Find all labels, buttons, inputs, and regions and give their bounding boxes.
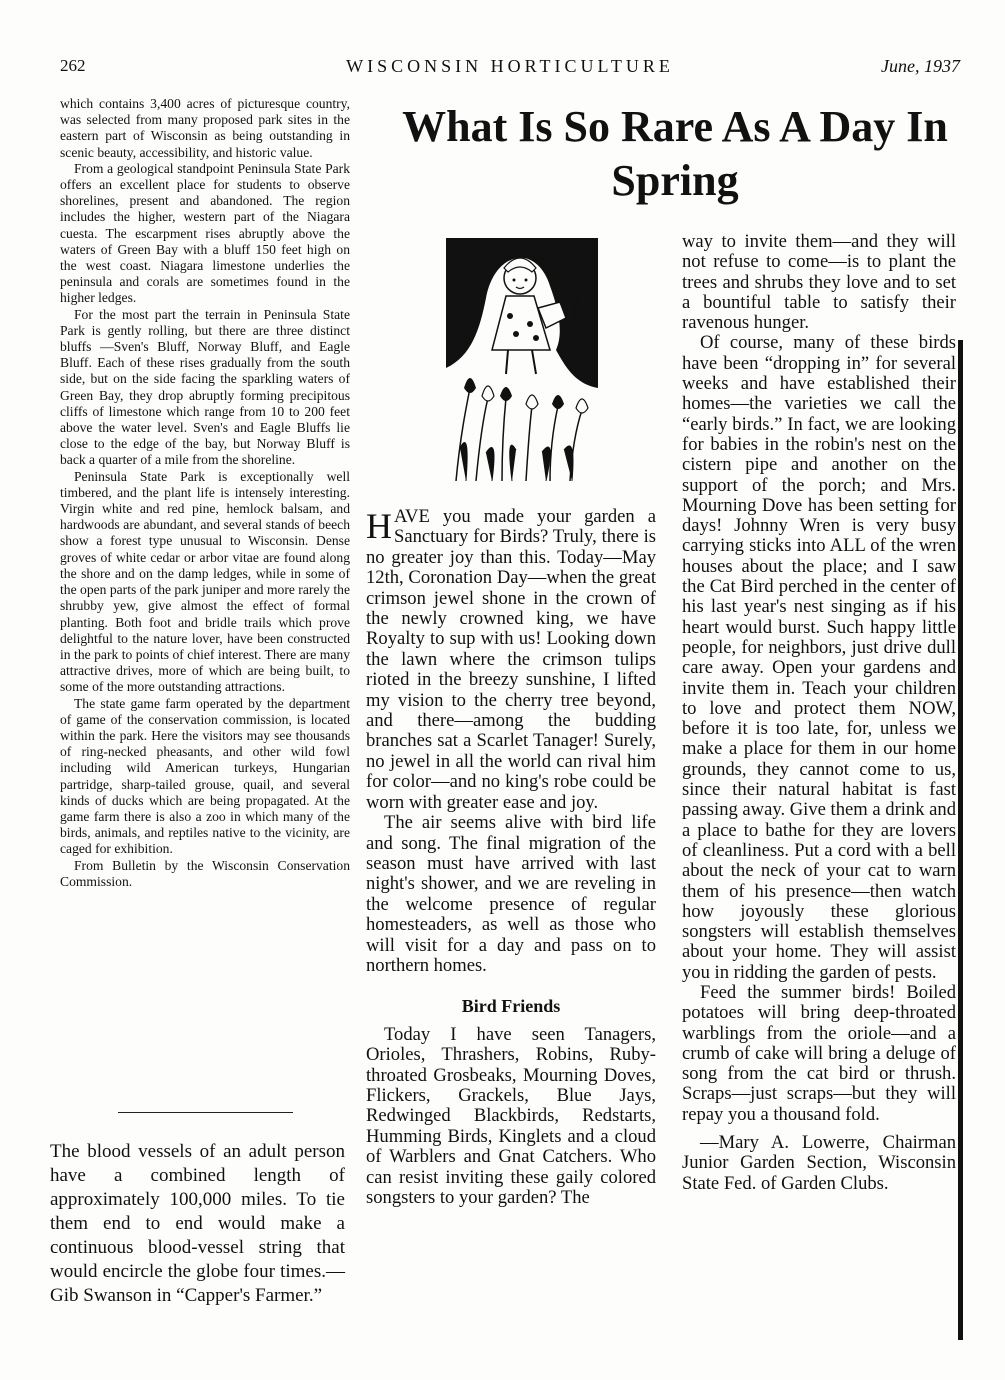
girl-watering-tulips-illustration (446, 238, 598, 481)
blood-vessels-filler: The blood vessels of an adult person have a combined length of approximately 100,000 miles. To tie them end to end would make a continuous blood-vessel string that would encircle the globe four times.—Gib Swanson in “Capper's Farmer.” (50, 1141, 345, 1306)
drop-cap: H (366, 506, 392, 546)
continued-paragraph: way to invite them—and they will not refuse to come—is to plant the trees and shrubs they love and to set a bountiful table to satisfy their ravenous hunger. (682, 231, 956, 334)
park-paragraph-3: For the most part the terrain in Peninsula State Park is gently rolling, but there are three distinct bluffs —Sven's Bluff, Norway Bluff, and Eagle Bluff. Each of these rises gradually from the south side, but on the side facing the sparkling waters of Green Bay, they drop abruptly forming precipitous cliffs of limestone which range from 10 to 200 feet above the water level. Sven's and Eagle Bluffs lie close to the edge of the bay, but Norway Bluff is back a quarter of a mile from the shoreline. (60, 306, 350, 468)
third-paragraph: Today I have seen Tanagers, Orioles, Thrashers, Robins, Ruby-throated Grosbeaks, Mourning Doves, Flickers, Grackels, Blue Jays, Redwinged Blackbirds, Redstarts, Humming Birds, Kinglets and a cloud of Warblers and Gnat Catchers. Who can resist inviting these gaily colored songsters to your garden? The (366, 1023, 656, 1208)
park-paragraph-4: Peninsula State Park is exceptionally well timbered, and the plant life is intensely interesting. Virgin white and red pine, hemlock balsam, and hardwoods are abundant, and several stands of beech show a forest type unusual to Wisconsin. Dense groves of white cedar or arbor vitae are found along the shore and on the damp ledges, while in some of the open parts of the park juniper and more rarely the shrubby yew, give almost the effect of formal planting. Both foot and bridle trails which prove delightful to the nature lover, have been constructed in the park to points of chief interest. There are many attractive drives, more of which are being built, to some of the more outstanding attractions. (60, 468, 350, 695)
article-title: What Is So Rare As A Day In Spring (402, 102, 948, 205)
opening-paragraph (366, 507, 656, 813)
second-paragraph: The air seems alive with bird life and song. The final migration of the season must have arrived with last night's shower, and we are reveling in the welcome presence of regular homesteaders, as well as those who will visit for a day and pass on to northern homes. (366, 812, 656, 976)
feed-birds-paragraph: Feed the summer birds! Boiled potatoes will bring deep-throated warblings from the oriole—and a crumb of cake will bring a deluge of song from the cat bird or thrush. Scraps—just scraps—but they will repay you a thousand fold. (682, 981, 956, 1125)
park-paragraph-2: From a geological standpoint Peninsula State Park offers an excellent place for students to observe shorelines, present and abandoned. The region includes the higher, western part of the Niagara cuesta. The escarpment rises abruptly above the waters of Green Bay with a bluff 150 feet high on the west coast. Niagara limestone underlies the peninsula and corals are sometimes found in the higher ledges. (60, 160, 350, 306)
page-number: 262 (60, 56, 86, 75)
early-birds-paragraph: Of course, many of these birds have been “dropping in” for several weeks and have established their homes—the varieties we call the “early birds.” In fact, we are looking for babies in the robin's nest on the cistern pipe and another on the support of the porch; and Mrs. Mourning Dove has been setting for days! Johnny Wren is very busy carrying sticks into ALL of the wren houses about the place; and I saw the Cat Bird perched in the center of his last year's nest singing as if his heart would burst. Such happy little people, for neighbors, just drive dull care away. Open your gardens and invite them in. Teach your children to love and protect them NOW, before it is too late, for, unless we make a place for them in our home grounds, they cannot come to us, since their natural habitat is fast passing away. Give them a drink and a place to bathe for they are lovers of cleanliness. Put a cord with a bell about the neck of your cat to warn them of his presence—then watch how joyously these glorious songsters will establish themselves about your home. They will assist you in ridding the garden of pests. (682, 332, 957, 983)
section-divider (118, 1112, 293, 1113)
subheading-bird-friends: Bird Friends (461, 996, 561, 1017)
middle-column (366, 507, 656, 1208)
left-column-park-article (60, 96, 350, 890)
journal-title: WISCONSIN HORTICULTURE (346, 56, 674, 76)
park-paragraph-1: which contains 3,400 acres of picturesque country, was selected from many proposed park sites in the eastern part of Wisconsin as being outstanding in scenic beauty, accessibility, and historic value. (60, 96, 350, 160)
page-edge-shadow (958, 340, 963, 1340)
author-signature: —Mary A. Lowerre, Chairman Junior Garden Section, Wisconsin State Fed. of Garden Clubs. (682, 1132, 956, 1194)
running-header (60, 56, 960, 86)
issue-date: June, 1937 (881, 56, 960, 76)
opening-text: AVE you made your garden a Sanctuary for Birds? Truly, there is no greater joy than this. Today—May 12th, Coronation Day—when the great crimson jewel shone in the crown of the newly crowned king, we have Royalty to sup with us! Looking down the lawn where the crimson tulips rioted in the breezy sunshine, I lifted my vision to the cherry tree beyond, and there—among the budding branches sat a Scarlet Tanager! Surely, no jewel in all the world can rival him for color—and no king's robe could be worn with greater ease and joy. (366, 506, 656, 813)
right-column (682, 232, 956, 1194)
park-source-credit: From Bulletin by the Wisconsin Conservation Commission. (60, 857, 350, 889)
park-paragraph-5: The state game farm operated by the department of game of the conservation commission, is located within the park. Here the visitors may see thousands of ring-necked pheasants, and other wild fowl including wild American turkeys, Hungarian partridge, sharp-tailed grouse, quail, and several kinds of ducks which are being propagated. At the game farm there is also a zoo in which many of the birds, animals, and reptiles native to the vicinity, are caged for exhibition. (60, 695, 350, 857)
